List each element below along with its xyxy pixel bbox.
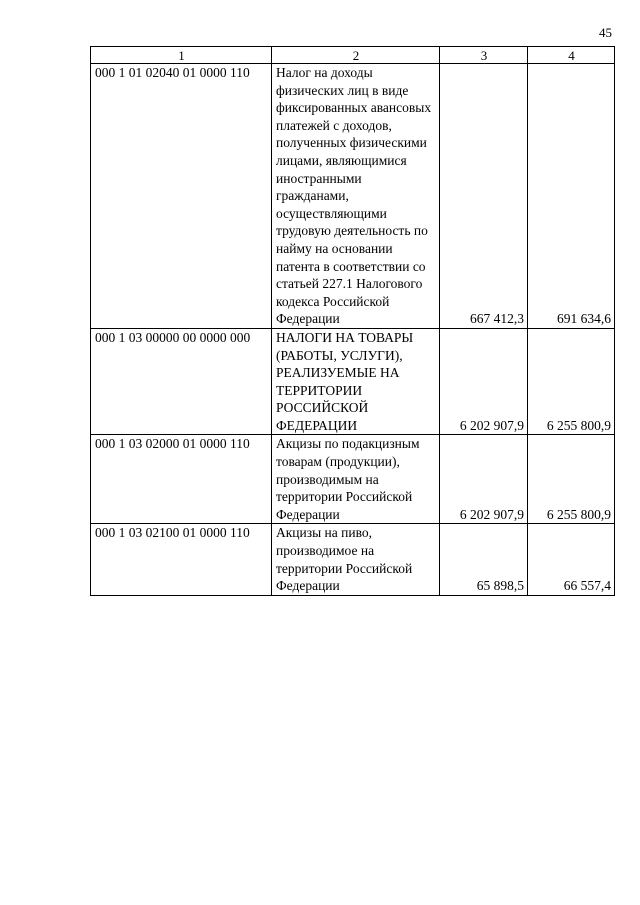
header-col-4: 4 bbox=[528, 47, 615, 64]
amount-col-4: 66 557,4 bbox=[528, 524, 615, 595]
income-code: 000 1 03 00000 00 0000 000 bbox=[91, 328, 272, 435]
table-row bbox=[91, 64, 615, 329]
amount-col-3: 6 202 907,9 bbox=[440, 328, 528, 435]
amount-col-4: 691 634,6 bbox=[528, 64, 615, 329]
page-number: 45 bbox=[599, 25, 612, 40]
income-name: Налог на доходы физических лиц в виде фиксированных авансовых платежей с доходов, полученных физическими лицами, являющимися иностранными гражданами, осуществляющими трудовую деятельность по найму на основании патента в соответствии со статьей 227.1 Налогового кодекса Российской Федерации bbox=[272, 64, 440, 329]
header-col-2: 2 bbox=[272, 47, 440, 64]
income-name: Акцизы на пиво, производимое на территории Российской Федерации bbox=[272, 524, 440, 595]
table-row bbox=[91, 328, 615, 435]
header-col-3: 3 bbox=[440, 47, 528, 64]
income-name: НАЛОГИ НА ТОВАРЫ (РАБОТЫ, УСЛУГИ), РЕАЛИЗУЕМЫЕ НА ТЕРРИТОРИИ РОССИЙСКОЙ ФЕДЕРАЦИИ bbox=[272, 328, 440, 435]
income-code: 000 1 01 02040 01 0000 110 bbox=[91, 64, 272, 329]
income-name: Акцизы по подакцизным товарам (продукции), производимым на территории Российской Федерации bbox=[272, 435, 440, 524]
income-code: 000 1 03 02100 01 0000 110 bbox=[91, 524, 272, 595]
table-header-row bbox=[91, 47, 615, 64]
amount-col-3: 65 898,5 bbox=[440, 524, 528, 595]
table-row bbox=[91, 435, 615, 524]
table-row bbox=[91, 524, 615, 595]
header-col-1: 1 bbox=[91, 47, 272, 64]
amount-col-3: 6 202 907,9 bbox=[440, 435, 528, 524]
budget-table bbox=[90, 46, 615, 596]
amount-col-4: 6 255 800,9 bbox=[528, 328, 615, 435]
income-code: 000 1 03 02000 01 0000 110 bbox=[91, 435, 272, 524]
amount-col-4: 6 255 800,9 bbox=[528, 435, 615, 524]
amount-col-3: 667 412,3 bbox=[440, 64, 528, 329]
